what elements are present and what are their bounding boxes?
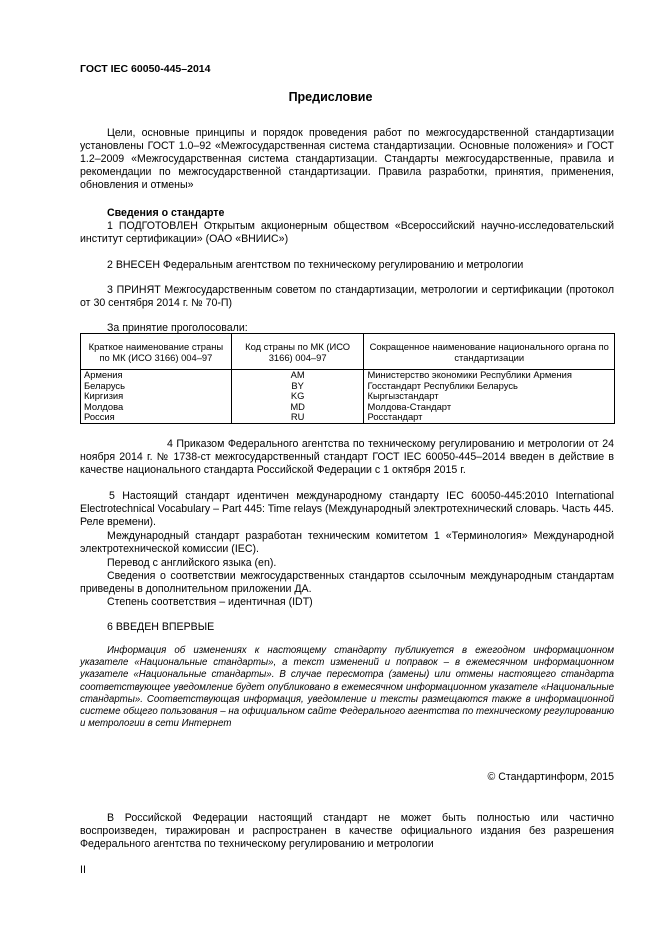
- national-body-cell: Кыргызстандарт: [364, 391, 615, 402]
- national-body-cell: Молдова-Стандарт: [364, 402, 615, 413]
- country-cell: Киргизия: [81, 391, 232, 402]
- copyright-notice: © Стандартинформ, 2015: [487, 771, 614, 783]
- country-cell: Беларусь: [81, 381, 232, 392]
- country-code-cell: KG: [231, 391, 364, 402]
- changes-info-notice: Информация об изменениях к настоящему стандарту публикуется в ежегодном информационном указателе «Национальные стандарты», а текст изменений и поправок – в ежемесячном информационном указателе «Национальные стандарты». В случае пересмотра (замены) или отмены настоящего стандарта соответствующее уведомление будет опубликовано в ежемесячном информационном указателе «Национальные стандарты». Соответствующая информация, уведомление и тексты размещаются также в информационной системе общего пользования – на официальном сайте Федерального агентства по техническому регулированию и метрологии в сети Интернет: [80, 645, 614, 730]
- item-5-translation: Перевод с английского языка (en).: [107, 557, 277, 569]
- country-code-cell: BY: [231, 381, 364, 392]
- table-row: [81, 381, 615, 392]
- item-5-degree: Степень соответствия – идентичная (IDT): [107, 596, 313, 608]
- country-code-cell: AM: [231, 370, 364, 381]
- item-2-introduced: 2 ВНЕСЕН Федеральным агентством по техническому регулированию и метрологии: [107, 259, 524, 271]
- table-row: [81, 412, 615, 423]
- item-5-identical: 5 Настоящий стандарт идентичен международному стандарту IEC 60050-445:2010 International Electrotechnical Vocabulary – Part 445: Time relays (Международный электротехнический словарь. Часть 445. Реле времени).: [80, 490, 614, 528]
- voting-table: [80, 333, 615, 424]
- country-cell: Россия: [81, 412, 232, 423]
- country-cell: Армения: [81, 370, 232, 381]
- column-header-national-body: Сокращенное наименование национального органа по стандартизации: [364, 334, 615, 370]
- voting-table-header-row: [81, 334, 615, 370]
- item-4-order: 4 Приказом Федерального агентства по техническому регулированию и метрологии от 24 ноября 2014 г. № 1738-ст межгосударственный стандарт ГОСТ IEC 60050-445–2014 введен в действие в качестве национального стандарта Российской Федерации с 1 октября 2015 г.: [80, 438, 614, 476]
- table-row: [81, 391, 615, 402]
- document-code-header: ГОСТ IEC 60050-445–2014: [80, 63, 211, 75]
- table-row: [81, 370, 615, 381]
- item-3-adopted: 3 ПРИНЯТ Межгосударственным советом по стандартизации, метрологии и сертификации (протокол от 30 сентября 2014 г. № 70-П): [80, 284, 614, 309]
- about-standard-heading: Сведения о стандарте: [107, 207, 225, 219]
- reproduction-restriction: В Российской Федерации настоящий стандарт не может быть полностью или частично воспроизведен, тиражирован и распространен в качестве официального издания без разрешения Федерального агентства по техническому регулированию и метрологии: [80, 812, 614, 850]
- national-body-cell: Госстандарт Республики Беларусь: [364, 381, 615, 392]
- voted-label: За принятие проголосовали:: [107, 322, 248, 334]
- item-5-references: Сведения о соответствии межгосударственных стандартов ссылочным международным стандартам приведены в дополнительном приложении ДА.: [80, 570, 614, 595]
- table-row: [81, 402, 615, 413]
- country-cell: Молдова: [81, 402, 232, 413]
- item-5-developer: Международный стандарт разработан техническим комитетом 1 «Терминология» Международной электротехнической комиссии (IEC).: [80, 530, 614, 555]
- item-1-prepared: 1 ПОДГОТОВЛЕН Открытым акционерным обществом «Всероссийский научно-исследовательский институт сертификации» (ОАО «ВНИИС»): [80, 220, 614, 245]
- column-header-country-code: Код страны по МК (ИСО 3166) 004–97: [231, 334, 364, 370]
- page-title: Предисловие: [288, 90, 373, 104]
- national-body-cell: Росстандарт: [364, 412, 615, 423]
- item-6-first-introduced: 6 ВВЕДЕН ВПЕРВЫЕ: [107, 621, 215, 633]
- country-code-cell: MD: [231, 402, 364, 413]
- page-number: II: [80, 864, 86, 876]
- column-header-country: Краткое наименование страны по МК (ИСО 3166) 004–97: [81, 334, 232, 370]
- intro-paragraph: Цели, основные принципы и порядок проведения работ по межгосударственной стандартизации установлены ГОСТ 1.0–92 «Межгосударственная система стандартизации. Основные положения» и ГОСТ 1.2–2009 «Межгосударственная система стандартизации. Стандарты межгосударственные, правила и рекомендации по межгосударственной стандартизации. Правила разработки, принятия, применения, обновления и отмены»: [80, 127, 614, 191]
- country-code-cell: RU: [231, 412, 364, 423]
- national-body-cell: Министерство экономики Республики Армения: [364, 370, 615, 381]
